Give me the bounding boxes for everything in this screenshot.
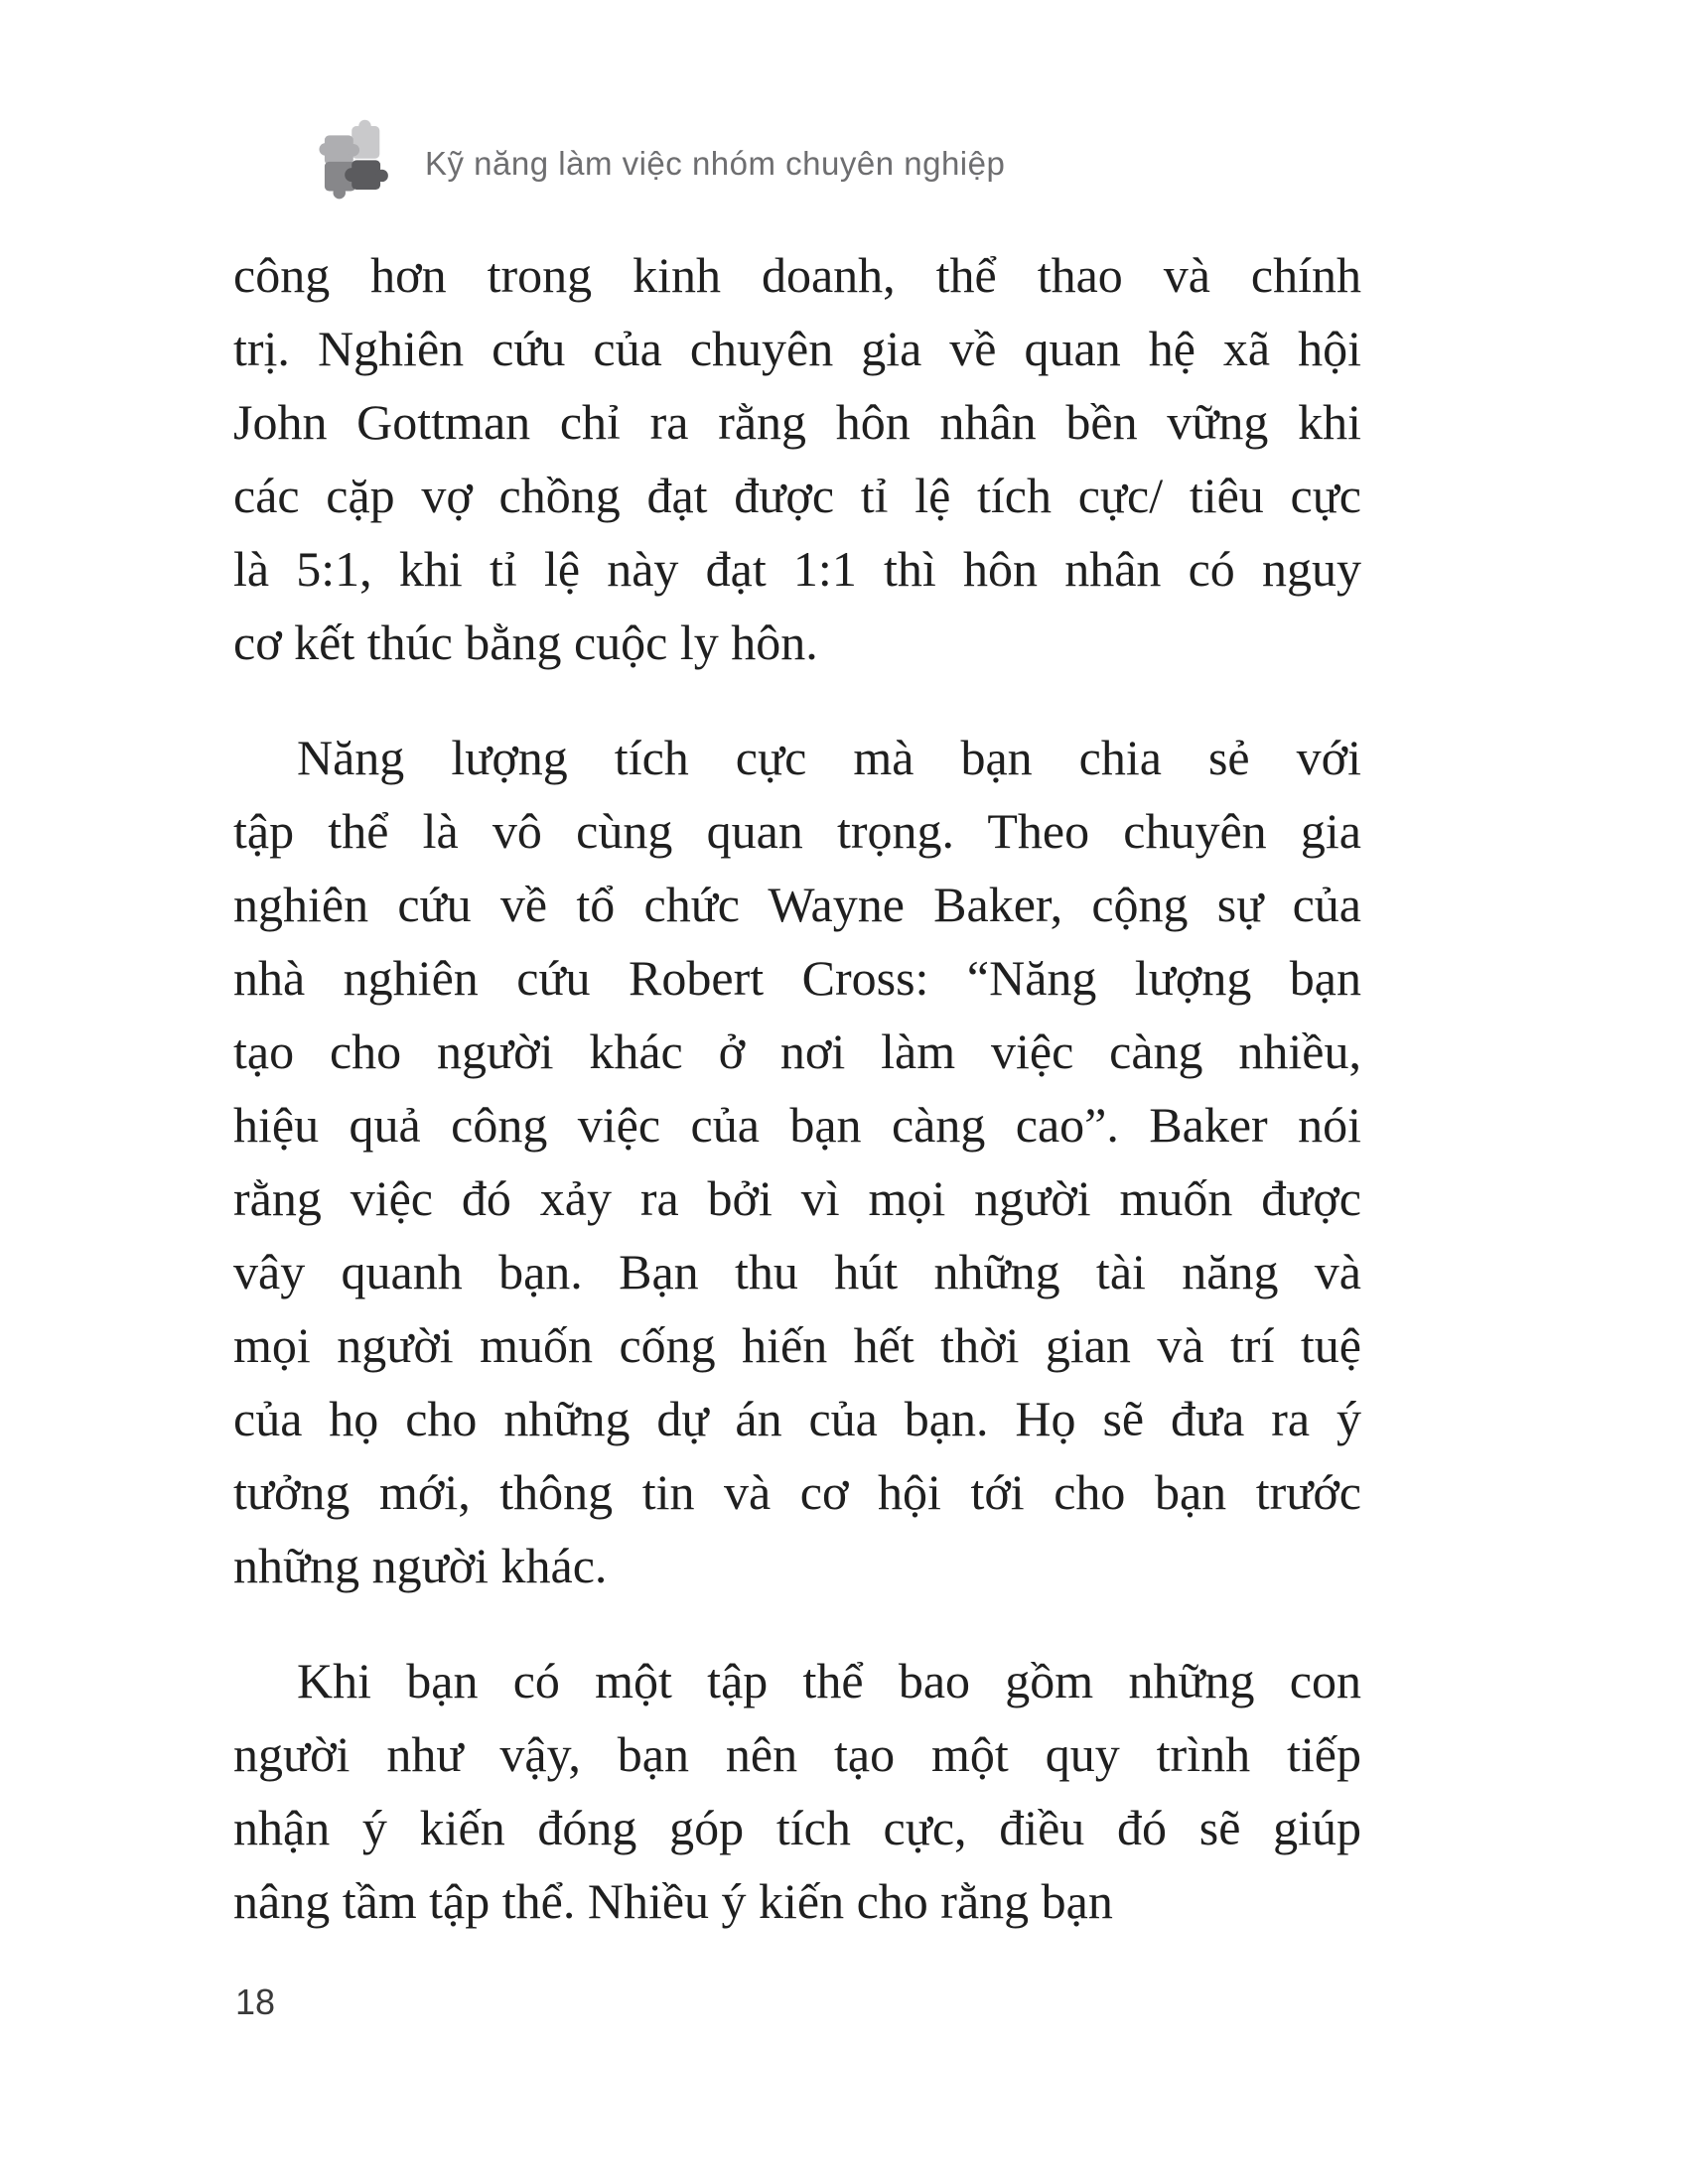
text-line: John Gottman chỉ ra rằng hôn nhân bền vững khi bbox=[233, 394, 1361, 450]
text-line: tưởng mới, thông tin và cơ hội tới cho bạn trước bbox=[233, 1464, 1361, 1520]
text-line: nghiên cứu về tổ chức Wayne Baker, cộng sự của bbox=[233, 877, 1361, 932]
text-line: cơ kết thúc bằng cuộc ly hôn. bbox=[233, 614, 818, 670]
paragraph bbox=[233, 721, 1361, 1602]
text-line: của họ cho những dự án của bạn. Họ sẽ đưa ra ý bbox=[233, 1391, 1361, 1446]
paragraph bbox=[233, 238, 1361, 679]
text-line: người như vậy, bạn nên tạo một quy trình tiếp bbox=[233, 1726, 1361, 1782]
text-line: tập thể là vô cùng quan trọng. Theo chuyên gia bbox=[233, 803, 1361, 859]
page-number: 18 bbox=[235, 1981, 276, 2022]
text-line: tạo cho người khác ở nơi làm việc càng nhiều, bbox=[233, 1024, 1361, 1079]
text-line: vây quanh bạn. Bạn thu hút những tài năng và bbox=[233, 1244, 1361, 1299]
text-line: Khi bạn có một tập thể bao gồm những con bbox=[297, 1653, 1361, 1708]
text-line: nhận ý kiến đóng góp tích cực, điều đó sẽ giúp bbox=[233, 1800, 1361, 1855]
text-line: nâng tầm tập thể. Nhiều ý kiến cho rằng bạn bbox=[233, 1873, 1113, 1929]
body-text bbox=[233, 238, 1361, 1979]
text-line: Năng lượng tích cực mà bạn chia sẻ với bbox=[297, 730, 1361, 785]
text-line: rằng việc đó xảy ra bởi vì mọi người muốn được bbox=[233, 1170, 1361, 1226]
text-line: công hơn trong kinh doanh, thể thao và chính bbox=[233, 247, 1361, 303]
text-line: nhà nghiên cứu Robert Cross: “Năng lượng bạn bbox=[233, 950, 1361, 1006]
paragraph bbox=[233, 1644, 1361, 1938]
text-line: hiệu quả công việc của bạn càng cao”. Baker nói bbox=[233, 1097, 1361, 1153]
page-header bbox=[314, 111, 1005, 205]
text-line: các cặp vợ chồng đạt được tỉ lệ tích cực/ tiêu cực bbox=[233, 468, 1361, 523]
running-head-title: Kỹ năng làm việc nhóm chuyên nghiệp bbox=[425, 145, 1006, 182]
text-line: những người khác. bbox=[233, 1538, 608, 1593]
text-line: trị. Nghiên cứu của chuyên gia về quan hệ xã hội bbox=[233, 321, 1361, 376]
puzzle-icon bbox=[314, 111, 391, 205]
text-line: mọi người muốn cống hiến hết thời gian và trí tuệ bbox=[233, 1317, 1361, 1373]
text-line: là 5:1, khi tỉ lệ này đạt 1:1 thì hôn nhân có nguy bbox=[233, 541, 1361, 597]
